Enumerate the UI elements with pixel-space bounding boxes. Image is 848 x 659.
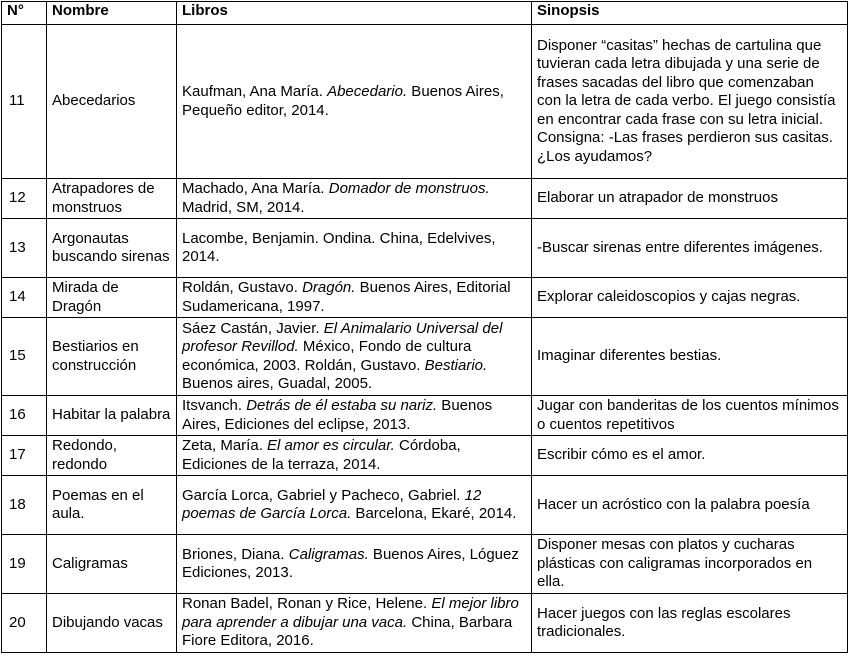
- book-title: Abecedario.: [327, 83, 408, 100]
- header-sinopsis: Sinopsis: [532, 2, 848, 25]
- book-citation-text: Sáez Castán, Javier.: [182, 319, 324, 337]
- row-nombre: Caligramas: [47, 535, 177, 594]
- book-citation: [182, 279, 526, 316]
- book-citation-text: Córdoba, Ediciones de la terraza, 2014.: [182, 437, 461, 473]
- books-table: [1, 1, 848, 653]
- row-sinopsis: Hacer juegos con las reglas escolares tradicionales.: [532, 594, 848, 653]
- table-row: [2, 25, 848, 179]
- row-nombre: Dibujando vacas: [47, 594, 177, 653]
- book-citation: [182, 595, 526, 651]
- header-num: N°: [2, 2, 47, 25]
- book-citation-text: Ronan Badel, Ronan y Rice, Helene.: [182, 595, 432, 613]
- row-nombre: Habitar la palabra: [47, 396, 177, 436]
- table-row: [2, 535, 848, 594]
- book-title: El mejor libro para aprender a dibujar una vaca.: [182, 595, 519, 631]
- book-citation-text: Itsvanch.: [182, 397, 247, 414]
- book-citation: [182, 230, 526, 267]
- row-number: 20: [2, 594, 47, 653]
- header-libros: Libros: [177, 2, 532, 25]
- row-nombre: Abecedarios: [47, 25, 177, 179]
- row-libros: [177, 594, 532, 653]
- book-title: El amor es circular.: [267, 437, 395, 454]
- row-sinopsis: -Buscar sirenas entre diferentes imágenes.: [532, 219, 848, 278]
- book-citation: [182, 83, 526, 120]
- row-nombre: Argonautas buscando sirenas: [47, 219, 177, 278]
- row-number: 13: [2, 219, 47, 278]
- table-row: [2, 179, 848, 219]
- row-libros: [177, 278, 532, 318]
- row-libros: [177, 179, 532, 219]
- row-libros: [177, 219, 532, 278]
- row-sinopsis: Imaginar diferentes bestias.: [532, 318, 848, 396]
- book-citation-text: García Lorca, Gabriel y Pacheco, Gabriel.: [182, 486, 465, 504]
- book-citation-text: Zeta, María.: [182, 437, 268, 454]
- book-title: Detrás de él estaba su nariz.: [246, 397, 438, 414]
- book-citation-text: Madrid, SM, 2014.: [182, 198, 305, 216]
- row-number: 14: [2, 278, 47, 318]
- book-citation-text: Machado, Ana María.: [182, 180, 329, 197]
- book-citation-text: Buenos Aires, Editorial Sudamericana, 1997.: [182, 279, 511, 315]
- book-title: El Animalario Universal del profesor Revillod.: [182, 319, 503, 355]
- row-number: 17: [2, 436, 47, 476]
- table-row: [2, 219, 848, 278]
- book-citation-text: Buenos Aires, Pequeño editor, 2014.: [182, 83, 504, 119]
- table-row: [2, 436, 848, 476]
- table-body: [2, 25, 848, 653]
- row-nombre: Atrapadores de monstruos: [47, 179, 177, 219]
- book-title: 12 poemas de García Lorca.: [182, 486, 482, 522]
- book-citation: [182, 397, 526, 434]
- row-libros: [177, 396, 532, 436]
- row-sinopsis: Elaborar un atrapador de monstruos: [532, 179, 848, 219]
- row-number: 15: [2, 318, 47, 396]
- row-libros: [177, 535, 532, 594]
- table-row: [2, 396, 848, 436]
- row-number: 18: [2, 476, 47, 535]
- table-row: [2, 278, 848, 318]
- row-sinopsis: Hacer un acróstico con la palabra poesía: [532, 476, 848, 535]
- book-citation-text: México, Fondo de cultura económica, 2003. Roldán, Gustavo.: [182, 338, 472, 374]
- table-row: [2, 318, 848, 396]
- book-title: Domador de monstruos.: [328, 180, 490, 197]
- book-citation-text: China, Barbara Fiore Editora, 2016.: [182, 613, 513, 650]
- book-citation-text: Roldán, Gustavo.: [182, 279, 303, 296]
- book-title: Bestiario.: [424, 356, 488, 374]
- book-citation: [182, 437, 526, 474]
- table-row: [2, 476, 848, 535]
- book-citation-text: Briones, Diana.: [182, 545, 289, 563]
- book-citation-text: Buenos aires, Guadal, 2005.: [182, 375, 373, 392]
- row-nombre: Redondo, redondo: [47, 436, 177, 476]
- row-sinopsis: Escribir cómo es el amor.: [532, 436, 848, 476]
- book-citation-text: Buenos Aires, Ediciones del eclipse, 2013.: [182, 397, 493, 433]
- row-number: 16: [2, 396, 47, 436]
- header-row: [2, 2, 848, 25]
- table-row: [2, 594, 848, 653]
- book-citation: [182, 320, 526, 394]
- book-citation-text: Buenos Aires, Lóguez Ediciones, 2013.: [182, 545, 519, 581]
- book-citation-text: Lacombe, Benjamin. Ondina. China, Edelvives, 2014.: [182, 229, 496, 265]
- row-number: 19: [2, 535, 47, 594]
- book-citation: [182, 180, 526, 217]
- row-nombre: Poemas en el aula.: [47, 476, 177, 535]
- row-nombre: Mirada de Dragón: [47, 278, 177, 318]
- row-libros: [177, 436, 532, 476]
- book-citation: [182, 487, 526, 524]
- row-number: 12: [2, 179, 47, 219]
- book-title: Dragón.: [302, 279, 356, 296]
- book-citation-text: Barcelona, Ekaré, 2014.: [351, 505, 517, 522]
- book-citation: [182, 546, 526, 583]
- row-libros: [177, 318, 532, 396]
- book-citation-text: Kaufman, Ana María.: [182, 83, 328, 100]
- header-nombre: Nombre: [47, 2, 177, 25]
- row-sinopsis: Disponer mesas con platos y cucharas plásticas con caligramas incorporados en ella.: [532, 535, 848, 594]
- row-nombre: Bestiarios en construcción: [47, 318, 177, 396]
- row-sinopsis: Jugar con banderitas de los cuentos mínimos o cuentos repetitivos: [532, 396, 848, 436]
- row-sinopsis: Explorar caleidoscopios y cajas negras.: [532, 278, 848, 318]
- book-title: Caligramas.: [288, 545, 369, 563]
- row-number: 11: [2, 25, 47, 179]
- row-sinopsis: Disponer “casitas” hechas de cartulina que tuvieran cada letra dibujada y una serie de frases sacadas del libro que comenzaban con la letra de cada verbo. El juego consistía en encontrar cada frase con su letra inicial. Consigna: -Las frases perdieron sus casitas. ¿Los ayudamos?: [532, 25, 848, 179]
- row-libros: [177, 476, 532, 535]
- row-libros: [177, 25, 532, 179]
